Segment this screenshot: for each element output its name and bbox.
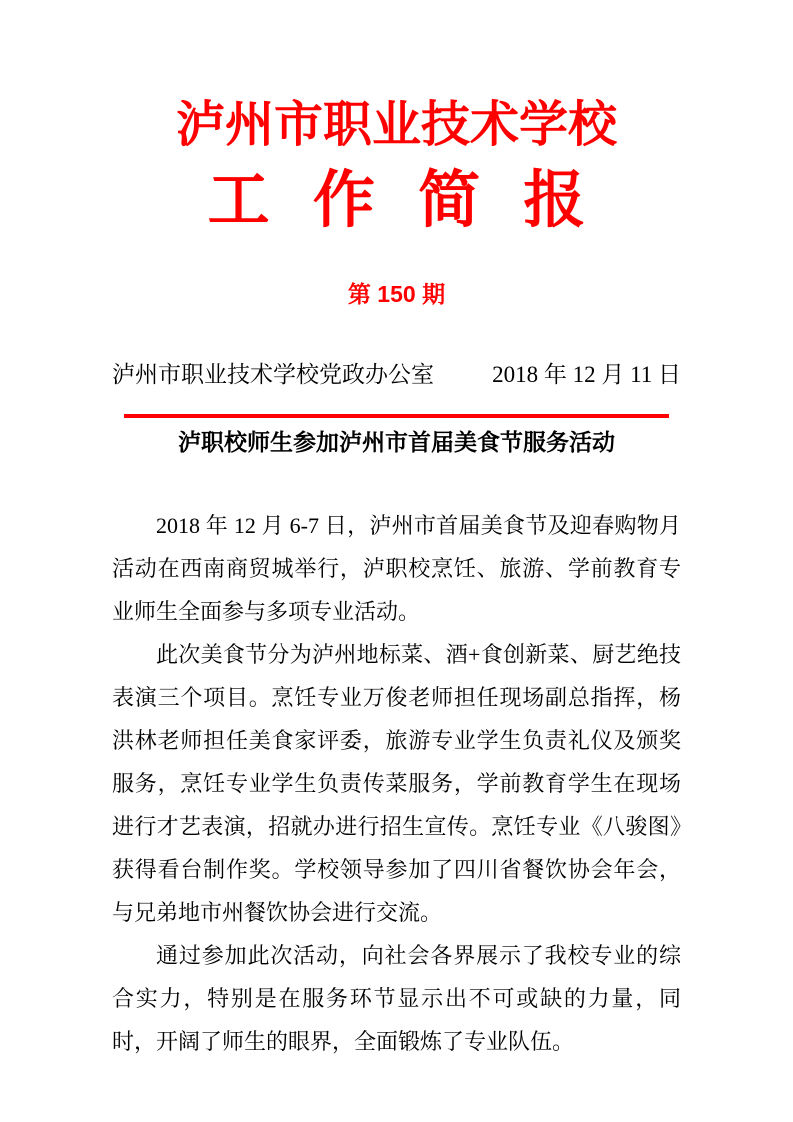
bulletin-title: 工 作 简 报 bbox=[207, 166, 586, 235]
issue-number: 第 150 期 bbox=[347, 281, 446, 307]
article-paragraph-2: 此次美食节分为泸州地标菜、酒+食创新菜、厨艺绝技表演三个项目。烹饪专业万俊老师担任现场副总指挥，杨洪林老师担任美食家评委，旅游专业学生负责礼仪及颁奖服务，烹饪专业学生负责传菜服务，学前教育学生在现场进行才艺表演，招就办进行招生宣传。烹饪专业《八骏图》获得看台制作奖。学校领导参加了四川省餐饮协会年会，与兄弟地市州餐饮协会进行交流。 bbox=[112, 642, 681, 925]
issue-date: 2018 年 12 月 11 日 bbox=[492, 362, 681, 387]
article-paragraph-3: 通过参加此次活动，向社会各界展示了我校专业的综合实力，特别是在服务环节显示出不可或缺的力量，同时，开阔了师生的眼界，全面锻炼了专业队伍。 bbox=[112, 943, 681, 1054]
issuing-office: 泸州市职业技术学校党政办公室 bbox=[112, 362, 434, 387]
school-name-title: 泸州市职业技术学校 bbox=[175, 98, 617, 152]
article bbox=[112, 428, 681, 1063]
masthead bbox=[112, 92, 681, 308]
article-title: 泸职校师生参加泸州市首届美食节服务活动 bbox=[178, 430, 615, 455]
red-divider-rule bbox=[124, 414, 669, 418]
article-paragraph-1: 2018 年 12 月 6-7 日，泸州市首届美食节及迎春购物月活动在西南商贸城举行，泸职校烹饪、旅游、学前教育专业师生全面参与多项专业活动。 bbox=[112, 513, 681, 624]
meta-row bbox=[112, 360, 681, 390]
article-body bbox=[112, 504, 681, 1063]
